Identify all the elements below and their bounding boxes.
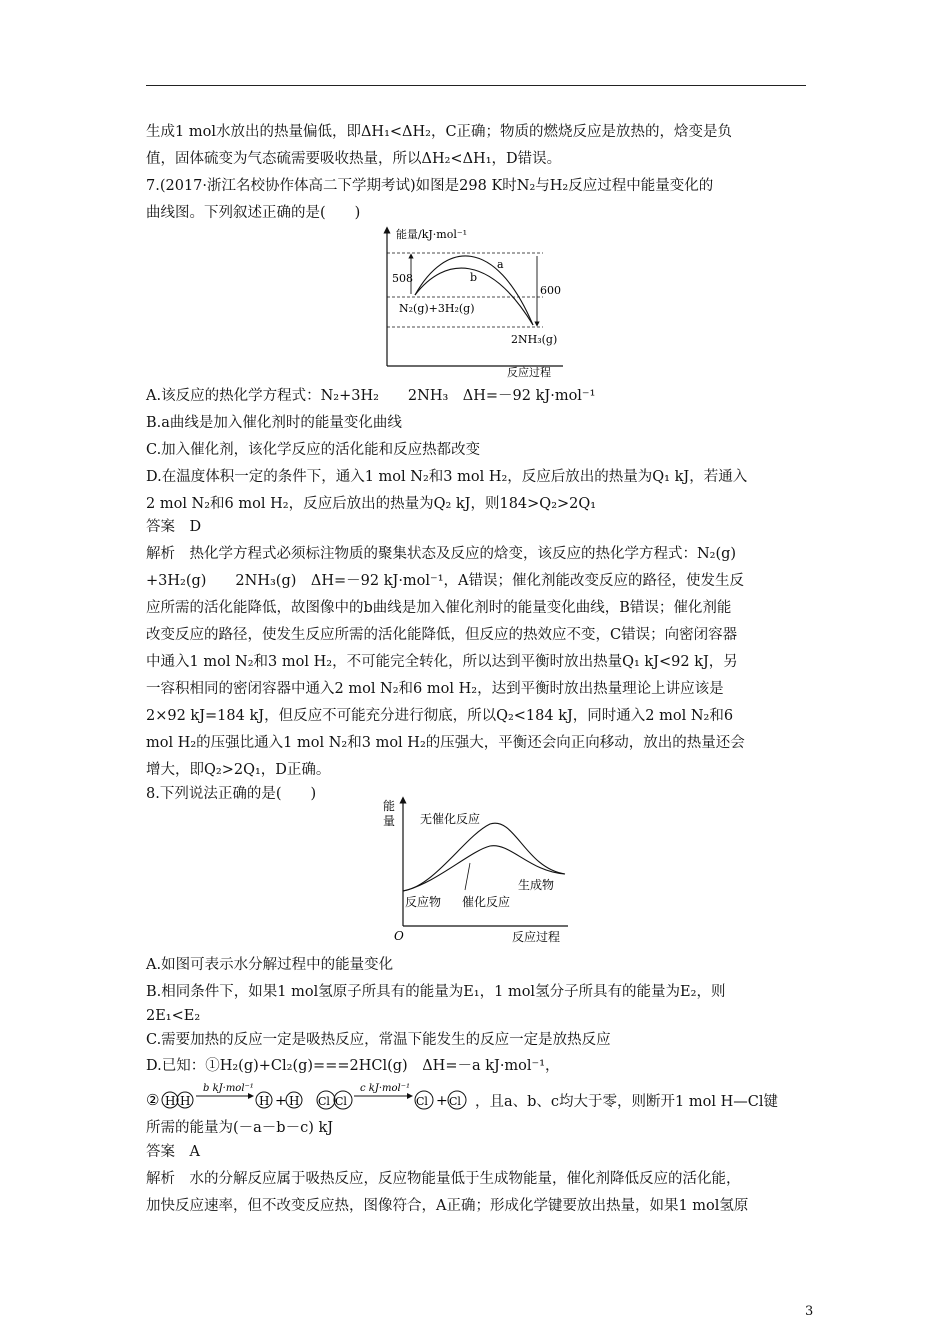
- explanation-7: 2×92 kJ=184 kJ，但反应不可能充分进行彻底，所以Q₂<184 kJ，同时通入2 mol N₂和6: [146, 708, 734, 724]
- cl-atom-label: Cl: [416, 1095, 428, 1108]
- reactant-label: 反应物: [405, 895, 442, 909]
- option-8a: A.如图可表示水分解过程中的能量变化: [146, 957, 394, 973]
- explanation-7: 中通入1 mol N₂和3 mol H₂，不可能完全转化，所以达到平衡时放出热量Q₁ kJ<92 kJ，另: [146, 654, 738, 670]
- bond-scheme: [146, 1081, 472, 1115]
- cl-atom-label: Cl: [335, 1095, 347, 1108]
- question-7-stem: 曲线图。下列叙述正确的是( ): [146, 205, 361, 221]
- b-energy-label: b kJ·mol⁻¹: [203, 1083, 254, 1094]
- option-8b: 2E₁<E₂: [146, 1008, 201, 1024]
- header-rule: [146, 85, 806, 86]
- option-7d: D.在温度体积一定的条件下，通入1 mol N₂和3 mol H₂，反应后放出的热量为Q₁ kJ，若通入: [146, 469, 748, 485]
- plus-sign: +: [436, 1093, 448, 1109]
- y-axis-label: 能量/kJ·mol⁻¹: [396, 228, 468, 241]
- answer-7: 答案 D: [146, 519, 202, 535]
- curve-a-label: a: [497, 258, 504, 271]
- option-7a: A.该反应的热化学方程式：N₂+3H₂ 2NH₃ ΔH=－92 kJ·mol⁻¹: [146, 388, 596, 404]
- product-label: 生成物: [518, 878, 555, 892]
- option-8b: B.相同条件下，如果1 mol氢原子所具有的能量为E₁，1 mol氢分子所具有的能量为E₂，则: [146, 984, 726, 1000]
- explanation-8: 解析 水的分解反应属于吸热反应，反应物能量低于生成物能量，催化剂降低反应的活化能，: [146, 1171, 741, 1187]
- origin-label: O: [394, 929, 404, 943]
- text-line: 生成1 mol水放出的热量偏低，即ΔH₁<ΔH₂，C正确；物质的燃烧反应是放热的，焓变是负: [146, 124, 733, 140]
- pointer-line: [465, 863, 470, 890]
- h-atom-label: H: [165, 1094, 176, 1108]
- reactants-label: N₂(g)+3H₂(g): [399, 302, 475, 315]
- option-8d: 所需的能量为(－a－b－c) kJ: [146, 1120, 334, 1136]
- value-508: 508: [392, 272, 413, 285]
- option-7c: C.加入催化剂，该化学反应的活化能和反应热都改变: [146, 442, 481, 458]
- explanation-7: 解析 热化学方程式必须标注物质的聚集状态及反应的焓变，该反应的热化学方程式：N₂(g): [146, 546, 737, 562]
- uncatalysed-label: 无催化反应: [420, 812, 481, 826]
- explanation-7: +3H₂(g) 2NH₃(g) ΔH=－92 kJ·mol⁻¹，A错误；催化剂能改变反应的路径，使发生反: [146, 573, 744, 589]
- plus-sign: +: [275, 1093, 287, 1109]
- energy-diagram-nh3: [375, 226, 575, 378]
- product-label: 2NH₃(g): [511, 333, 558, 346]
- option-7d: 2 mol N₂和6 mol H₂，反应后放出的热量为Q₂ kJ，则184>Q₂>2Q₁: [146, 496, 597, 512]
- energy-diagram-catalyst: [380, 796, 580, 946]
- h-atom-label: H: [289, 1094, 300, 1108]
- c-energy-label: c kJ·mol⁻¹: [360, 1083, 411, 1094]
- h-atom-label: H: [259, 1094, 270, 1108]
- explanation-7: 增大，即Q₂>2Q₁，D正确。: [146, 762, 331, 778]
- explanation-8: 加快反应速率，但不改变反应热，图像符合，A正确；形成化学键要放出热量，如果1 mol氢原: [146, 1198, 749, 1214]
- y-axis-label: 能: [383, 799, 396, 813]
- x-axis-label: 反应过程: [507, 366, 551, 378]
- text-line: 值，固体硫变为气态硫需要吸收热量，所以ΔH₂<ΔH₁，D错误。: [146, 151, 562, 167]
- explanation-7: mol H₂的压强比通入1 mol N₂和3 mol H₂的压强大，平衡还会向正向移动，放出的热量还会: [146, 735, 745, 751]
- question-8-stem: 8.下列说法正确的是( ): [146, 786, 317, 802]
- value-600: 600: [540, 284, 561, 297]
- option-8c: C.需要加热的反应一定是吸热反应，常温下能发生的反应一定是放热反应: [146, 1032, 611, 1048]
- option-8d: D.已知：①H₂(g)+Cl₂(g)===2HCl(g) ΔH=－a kJ·mol⁻¹，: [146, 1058, 560, 1074]
- y-axis-label: 量: [383, 814, 396, 828]
- catalysed-label: 催化反应: [462, 895, 511, 909]
- x-axis-label: 反应过程: [512, 930, 561, 944]
- page-number: 3: [805, 1304, 814, 1319]
- explanation-7: 一容积相同的密闭容器中通入2 mol N₂和6 mol H₂，达到平衡时放出热量理论上讲应该是: [146, 681, 724, 697]
- answer-8: 答案 A: [146, 1144, 200, 1160]
- cl-atom-label: Cl: [449, 1095, 461, 1108]
- explanation-7: 改变反应的路径，使发生反应所需的活化能降低，但反应的热效应不变，C错误；向密闭容器: [146, 627, 738, 643]
- question-7-stem: 7.(2017·浙江名校协作体高二下学期考试)如图是298 K时N₂与H₂反应过程中能量变化的: [146, 178, 714, 194]
- h-atom-label: H: [180, 1094, 191, 1108]
- step-number: ②: [146, 1091, 160, 1109]
- explanation-7: 应所需的活化能降低，故图像中的b曲线是加入催化剂时的能量变化曲线，B错误；催化剂能: [146, 600, 732, 616]
- cl-atom-label: Cl: [318, 1095, 330, 1108]
- option-7b: B.a曲线是加入催化剂时的能量变化曲线: [146, 415, 402, 431]
- option-8d: ，且a、b、c均大于零，则断开1 mol H—Cl键: [475, 1094, 778, 1110]
- curve-b-label: b: [470, 271, 478, 284]
